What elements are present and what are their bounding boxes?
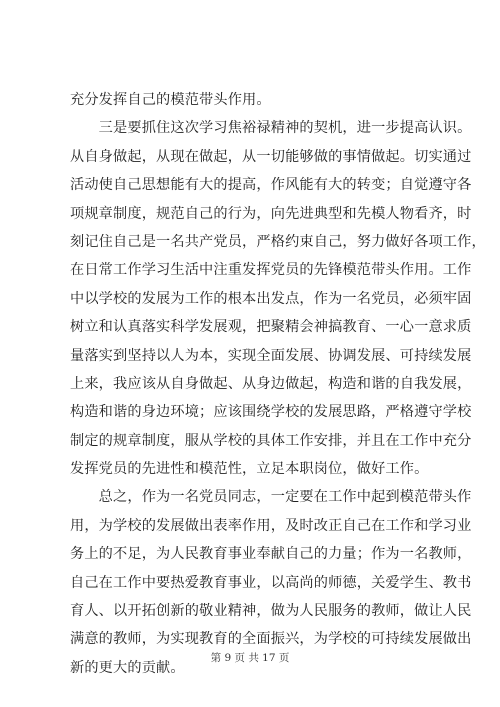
page-number: 第 9 页 共 17 页 <box>210 652 290 664</box>
text-line: 项规章制度，规范自己的行为，向先进典型和先模人物看齐，时 <box>70 205 472 222</box>
text-line: 树立和认真落实科学发展观，把聚精会神搞教育、一心一意求质 <box>70 319 472 336</box>
text-line: 满意的教师，为实现教育的全面振兴，为学校的可持续发展做出 <box>70 631 472 648</box>
page-footer <box>0 650 500 665</box>
text-line: 充分发挥自己的模范带头作用。 <box>70 92 271 108</box>
text-line: 育人、以开拓创新的敬业精神，做为人民服务的教师，做让人民 <box>70 603 472 620</box>
text-line: 三是要抓住这次学习焦裕禄精神的契机，进一步提高认识。 <box>70 120 472 137</box>
text-line: 刻记住自己是一名共产党员，严格约束自己，努力做好各项工作， <box>70 233 486 250</box>
text-line: 从自身做起，从现在做起，从一切能够做的事情做起。切实通过 <box>70 148 472 165</box>
text-line: 活动使自己思想能有大的提高，作风能有大的转变；自觉遵守各 <box>70 177 472 194</box>
document-body <box>70 86 486 682</box>
text-line: 总之，作为一名党员同志，一定要在工作中起到模范带头作 <box>70 489 472 506</box>
text-line: 上来，我应该从自身做起、从身边做起，构造和谐的自我发展， <box>70 375 472 392</box>
text-line: 中以学校的发展为工作的根本出发点，作为一名党员，必须牢固 <box>70 290 472 307</box>
text-line: 量落实到坚持以人为本，实现全面发展、协调发展、可持续发展 <box>70 347 472 364</box>
text-line: 自己在工作中要热爱教育事业，以高尚的师德，关爱学生、教书 <box>70 574 472 591</box>
text-line: 制定的规章制度，服从学校的具体工作安排，并且在工作中充分 <box>70 432 472 449</box>
text-line: 发挥党员的先进性和模范性，立足本职岗位，做好工作。 <box>70 461 429 478</box>
text-line: 在日常工作学习生活中注重发挥党员的先锋模范带头作用。工作 <box>70 262 472 279</box>
text-line: 用，为学校的发展做出表率作用，及时改正自己在工作和学习业 <box>70 517 472 534</box>
text-line: 务上的不足，为人民教育事业奉献自己的力量；作为一名教师， <box>70 546 472 563</box>
text-line: 新的更大的贡献。 <box>70 659 185 676</box>
text-line: 构造和谐的身边环境；应该围绕学校的发展思路，严格遵守学校 <box>70 404 472 421</box>
